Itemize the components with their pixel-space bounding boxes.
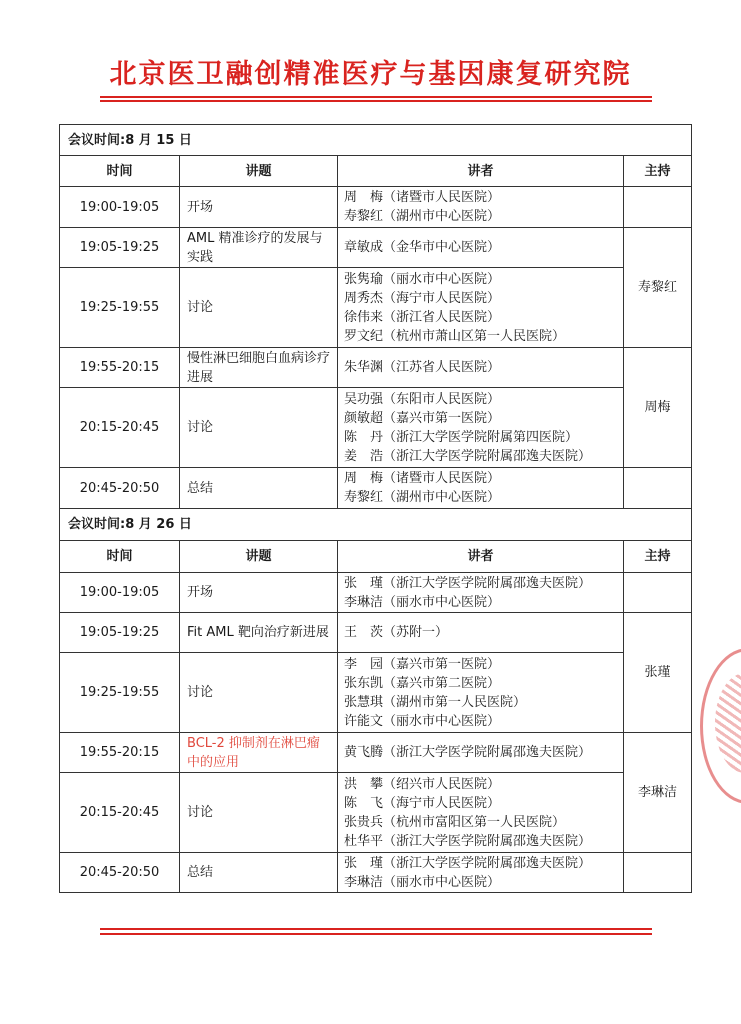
speaker-name: 寿黎红（湖州市中心医院） (344, 209, 501, 224)
speaker-name: 章敏成（金华市中心医院） (344, 240, 501, 255)
speaker-name: 许能文（丽水市中心医院） (344, 713, 501, 729)
time-cell: 19:55-20:15 (60, 348, 180, 388)
time-cell: 20:15-20:45 (60, 773, 180, 853)
speaker-name: 张 瑾（浙江大学医学院附属邵逸夫医院） (344, 855, 592, 871)
speaker-name: 周 梅（诸暨市人民医院） (344, 471, 501, 486)
topic-cell: AML 精准诊疗的发展与实践 (180, 228, 338, 268)
speaker-name: 陈 丹（浙江大学医学院附属第四医院） (344, 429, 579, 445)
host-cell-empty (624, 187, 692, 228)
table-row (60, 348, 692, 388)
speaker-cell (338, 468, 624, 509)
table-row (60, 388, 692, 468)
column-header-speaker: 讲者 (338, 156, 624, 187)
column-header-speaker: 讲者 (338, 541, 624, 573)
table-row (60, 853, 692, 893)
footer-divider-line (100, 933, 652, 935)
speaker-name: 杜华平（浙江大学医学院附属邵逸夫医院） (344, 833, 592, 849)
speaker-name: 张贵兵（杭州市富阳区第一人民医院） (344, 814, 566, 830)
speaker-cell (338, 348, 624, 388)
speaker-name: 寿黎红（湖州市中心医院） (344, 490, 501, 505)
footer-divider-line (100, 928, 652, 930)
topic-cell: Fit AML 靶向治疗新进展 (180, 613, 338, 653)
topic-cell: 开场 (180, 187, 338, 228)
speaker-name: 颜敏超（嘉兴市第一医院） (344, 410, 501, 426)
host-cell: 周梅 (624, 348, 692, 468)
speaker-name: 姜 浩（浙江大学医学院附属邵逸夫医院） (344, 448, 592, 464)
time-cell: 19:00-19:05 (60, 573, 180, 613)
host-cell-empty (624, 468, 692, 509)
speaker-cell (338, 613, 624, 653)
time-cell: 19:55-20:15 (60, 733, 180, 773)
host-cell: 张瑾 (624, 613, 692, 733)
column-header-time: 时间 (60, 541, 180, 573)
table-row (60, 187, 692, 228)
topic-cell: 讨论 (180, 773, 338, 853)
topic-cell: 讨论 (180, 653, 338, 733)
speaker-cell (338, 268, 624, 348)
topic-cell: 开场 (180, 573, 338, 613)
speaker-name: 朱华渊（江苏省人民医院） (344, 360, 501, 375)
host-cell: 寿黎红 (624, 228, 692, 348)
speaker-name: 周秀杰（海宁市人民医院） (344, 290, 501, 306)
topic-cell: 讨论 (180, 388, 338, 468)
speaker-name: 周 梅（诸暨市人民医院） (344, 190, 501, 205)
seal-texture (715, 673, 741, 773)
header-divider-line (100, 100, 652, 102)
speaker-name: 李琳洁（丽水市中心医院） (344, 594, 501, 610)
table-row (60, 613, 692, 653)
host-cell: 李琳洁 (624, 733, 692, 853)
speaker-cell (338, 773, 624, 853)
column-header-host: 主持 (624, 156, 692, 187)
speaker-cell (338, 228, 624, 268)
session-date-label: 会议时间:8 月 26 日 (60, 509, 692, 541)
speaker-cell (338, 653, 624, 733)
topic-cell: 总结 (180, 853, 338, 893)
host-cell-empty (624, 853, 692, 893)
time-cell: 19:05-19:25 (60, 228, 180, 268)
table-row (60, 573, 692, 613)
time-cell: 20:15-20:45 (60, 388, 180, 468)
topic-cell: 总结 (180, 468, 338, 509)
column-header-host: 主持 (624, 541, 692, 573)
time-cell: 19:25-19:55 (60, 268, 180, 348)
table-row (60, 733, 692, 773)
speaker-name: 洪 攀（绍兴市人民医院） (344, 776, 501, 792)
speaker-name: 张慧琪（湖州市第一人民医院） (344, 694, 527, 710)
speaker-cell (338, 853, 624, 893)
speaker-name: 黄飞腾（浙江大学医学院附属邵逸夫医院） (344, 745, 592, 760)
topic-cell: 讨论 (180, 268, 338, 348)
speaker-name: 陈 飞（海宁市人民医院） (344, 795, 501, 811)
topic-cell: 慢性淋巴细胞白血病诊疗进展 (180, 348, 338, 388)
host-cell-empty (624, 573, 692, 613)
column-header-topic: 讲题 (180, 156, 338, 187)
official-seal-stamp (700, 648, 741, 804)
table-row (60, 468, 692, 509)
table-row (60, 653, 692, 733)
speaker-name: 王 茨（苏附一） (344, 625, 449, 640)
time-cell: 19:25-19:55 (60, 653, 180, 733)
topic-cell: BCL-2 抑制剂在淋巴瘤中的应用 (180, 733, 338, 773)
time-cell: 20:45-20:50 (60, 853, 180, 893)
speaker-cell (338, 388, 624, 468)
speaker-name: 罗文纪（杭州市萧山区第一人民医院） (344, 328, 566, 344)
document-title: 北京医卫融创精准医疗与基因康复研究院 (109, 59, 632, 90)
time-cell: 19:00-19:05 (60, 187, 180, 228)
column-header-time: 时间 (60, 156, 180, 187)
session-date-label: 会议时间:8 月 15 日 (60, 125, 692, 156)
speaker-cell (338, 733, 624, 773)
speaker-cell (338, 573, 624, 613)
time-cell: 19:05-19:25 (60, 613, 180, 653)
table-row (60, 268, 692, 348)
speaker-name: 吴功强（东阳市人民医院） (344, 391, 501, 407)
speaker-name: 张 瑾（浙江大学医学院附属邵逸夫医院） (344, 575, 592, 591)
speaker-cell (338, 187, 624, 228)
speaker-name: 李 园（嘉兴市第一医院） (344, 656, 501, 672)
schedule-table (59, 124, 692, 893)
speaker-name: 徐伟来（浙江省人民医院） (344, 309, 501, 325)
column-header-topic: 讲题 (180, 541, 338, 573)
time-cell: 20:45-20:50 (60, 468, 180, 509)
speaker-name: 张隽瑜（丽水市中心医院） (344, 271, 501, 287)
header-divider-line (100, 96, 652, 98)
speaker-name: 张东凯（嘉兴市第二医院） (344, 675, 501, 691)
speaker-name: 李琳洁（丽水市中心医院） (344, 874, 501, 890)
table-row (60, 228, 692, 268)
table-row (60, 773, 692, 853)
